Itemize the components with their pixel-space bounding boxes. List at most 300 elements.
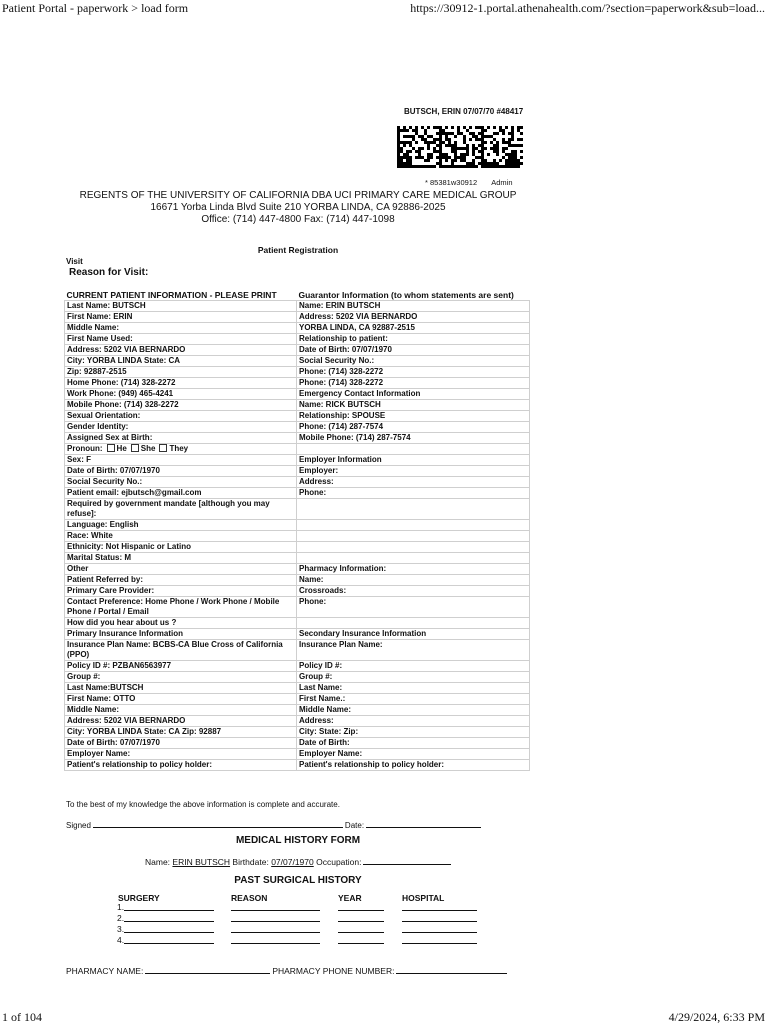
barcode-module — [493, 165, 496, 168]
barcode-module — [463, 153, 466, 156]
pronoun-label: Pronoun: — [67, 444, 103, 453]
barcode-module — [514, 159, 517, 162]
barcode-module — [439, 126, 442, 129]
barcode-module — [412, 135, 415, 138]
right-cell: Date of Birth: — [297, 738, 530, 749]
barcode-module — [427, 141, 430, 144]
table-row — [65, 640, 530, 661]
barcode-module — [442, 156, 445, 159]
table-row — [65, 312, 530, 323]
barcode-module — [487, 126, 490, 129]
surgery-row — [117, 935, 124, 945]
barcode-module — [493, 126, 496, 129]
barcode-module — [511, 165, 514, 168]
year-field[interactable] — [338, 913, 384, 922]
left-cell: Required by government mandate [although you may refuse]: — [65, 499, 297, 520]
barcode-module — [427, 153, 430, 156]
barcode-module — [403, 153, 406, 156]
right-cell — [297, 553, 530, 564]
right-cell: Last Name: — [297, 683, 530, 694]
barcode-module — [427, 126, 430, 129]
barcode-module — [472, 153, 475, 156]
barcode-module — [520, 156, 523, 159]
right-cell: Middle Name: — [297, 705, 530, 716]
barcode-module — [517, 165, 520, 168]
barcode-module — [448, 165, 451, 168]
barcode-user: Admin — [491, 178, 513, 187]
barcode-module — [517, 162, 520, 165]
left-cell: Address: 5202 VIA BERNARDO — [65, 716, 297, 727]
right-cell: Employer Information — [297, 455, 530, 466]
table-row — [65, 422, 530, 433]
barcode-module — [439, 162, 442, 165]
barcode-module — [415, 129, 418, 132]
table-row — [65, 564, 530, 575]
right-cell: Address: — [297, 477, 530, 488]
right-cell: Phone: (714) 328-2272 — [297, 367, 530, 378]
barcode-module — [499, 129, 502, 132]
table-row — [65, 531, 530, 542]
barcode-module — [511, 129, 514, 132]
table-row — [65, 672, 530, 683]
barcode-module — [505, 153, 508, 156]
table-row — [65, 433, 530, 444]
barcode-module — [457, 156, 460, 159]
barcode-module — [418, 165, 421, 168]
table-row — [65, 661, 530, 672]
barcode-module — [406, 165, 409, 168]
right-cell — [297, 444, 530, 455]
barcode-module — [418, 150, 421, 153]
barcode-module — [430, 141, 433, 144]
barcode-module — [433, 126, 436, 129]
barcode-module — [400, 129, 403, 132]
barcode-module — [439, 144, 442, 147]
barcode-module — [427, 135, 430, 138]
barcode-module — [493, 159, 496, 162]
right-cell: Phone: — [297, 597, 530, 618]
barcode-module — [478, 150, 481, 153]
barcode-module — [424, 138, 427, 141]
barcode-module — [412, 129, 415, 132]
barcode-module — [433, 141, 436, 144]
barcode-module — [415, 132, 418, 135]
signature-field[interactable] — [93, 819, 343, 828]
barcode-module — [463, 126, 466, 129]
barcode-module — [406, 156, 409, 159]
left-cell: Patient's relationship to policy holder: — [65, 760, 297, 771]
barcode-module — [427, 165, 430, 168]
barcode-module — [463, 138, 466, 141]
visit-label: Visit — [66, 257, 83, 266]
barcode-module — [418, 153, 421, 156]
barcode-module — [466, 162, 469, 165]
left-cell: First Name: OTTO — [65, 694, 297, 705]
barcode-module — [496, 165, 499, 168]
barcode-module — [445, 132, 448, 135]
barcode-module — [454, 135, 457, 138]
year-field[interactable] — [338, 935, 384, 944]
barcode-module — [493, 147, 496, 150]
pharmacy-phone-field[interactable] — [396, 965, 507, 974]
hospital-field[interactable] — [402, 935, 477, 944]
reason-field[interactable] — [231, 902, 320, 911]
barcode-module — [481, 144, 484, 147]
pronoun-checkbox[interactable] — [131, 444, 139, 452]
right-cell: Relationship to patient: — [297, 334, 530, 345]
row-number: 3. — [117, 924, 125, 934]
barcode-module — [409, 162, 412, 165]
reason-field[interactable] — [231, 935, 320, 944]
left-cell: Sexual Orientation: — [65, 411, 297, 422]
barcode-module — [442, 132, 445, 135]
barcode-module — [520, 138, 523, 141]
right-cell: City: State: Zip: — [297, 727, 530, 738]
barcode-module — [427, 144, 430, 147]
left-cell — [65, 444, 297, 455]
surgery-field[interactable] — [124, 935, 214, 944]
barcode-module — [463, 159, 466, 162]
barcode-module — [445, 153, 448, 156]
barcode-module — [517, 144, 520, 147]
barcode-module — [436, 162, 439, 165]
barcode-module — [517, 159, 520, 162]
table-row — [65, 367, 530, 378]
hospital-field[interactable] — [402, 902, 477, 911]
barcode-module — [424, 159, 427, 162]
year-field[interactable] — [338, 902, 384, 911]
barcode-module — [508, 144, 511, 147]
barcode-module — [439, 165, 442, 168]
barcode-module — [400, 165, 403, 168]
barcode-module — [475, 165, 478, 168]
barcode-module — [508, 153, 511, 156]
table-row — [65, 345, 530, 356]
barcode-module — [478, 162, 481, 165]
barcode-module — [472, 135, 475, 138]
left-cell: Language: English — [65, 520, 297, 531]
barcode-module — [502, 132, 505, 135]
barcode-module — [502, 138, 505, 141]
barcode-module — [502, 165, 505, 168]
barcode-module — [421, 156, 424, 159]
barcode-module — [484, 135, 487, 138]
table-row — [65, 629, 530, 640]
barcode-module — [406, 129, 409, 132]
reason-field[interactable] — [231, 913, 320, 922]
table-row — [65, 334, 530, 345]
left-cell: Mobile Phone: (714) 328-2272 — [65, 400, 297, 411]
left-cell: Middle Name: — [65, 705, 297, 716]
barcode-module — [475, 156, 478, 159]
barcode-module — [400, 141, 403, 144]
right-cell: Group #: — [297, 672, 530, 683]
barcode-module — [406, 141, 409, 144]
barcode-module — [481, 129, 484, 132]
surgery-field[interactable] — [124, 913, 214, 922]
medical-history-name-line — [145, 856, 451, 867]
barcode-module — [472, 159, 475, 162]
barcode-module — [496, 132, 499, 135]
barcode-module — [421, 165, 424, 168]
barcode-module — [457, 132, 460, 135]
barcode-module — [430, 153, 433, 156]
barcode-module — [466, 144, 469, 147]
registration-table — [64, 290, 530, 771]
barcode-module — [457, 129, 460, 132]
barcode-module — [469, 132, 472, 135]
barcode-module — [478, 156, 481, 159]
left-cell: City: YORBA LINDA State: CA — [65, 356, 297, 367]
table-row — [65, 499, 530, 520]
barcode-module — [469, 162, 472, 165]
table-row — [65, 400, 530, 411]
barcode-module — [436, 156, 439, 159]
left-cell: Work Phone: (949) 465-4241 — [65, 389, 297, 400]
right-cell: Guarantor Information (to whom statements are sent) — [298, 290, 514, 300]
barcode-module — [454, 144, 457, 147]
table-row — [65, 694, 530, 705]
barcode-module — [472, 147, 475, 150]
barcode-module — [448, 156, 451, 159]
right-cell: Pharmacy Information: — [297, 564, 530, 575]
barcode-module — [412, 165, 415, 168]
occupation-field[interactable] — [363, 856, 451, 865]
signed-label: Signed — [66, 821, 91, 830]
attestation-text: To the best of my knowledge the above information is complete and accurate. — [66, 800, 340, 809]
barcode-module — [442, 165, 445, 168]
barcode-module — [457, 165, 460, 168]
barcode-module — [448, 138, 451, 141]
barcode-module — [445, 159, 448, 162]
barcode-module — [454, 141, 457, 144]
hospital-field[interactable] — [402, 913, 477, 922]
barcode-module — [439, 156, 442, 159]
patient-id-label: BUTSCH, ERIN 07/07/70 #48417 — [404, 107, 524, 116]
organization-header — [0, 190, 596, 226]
barcode-module — [439, 132, 442, 135]
barcode-module — [424, 132, 427, 135]
barcode-module — [454, 165, 457, 168]
barcode-module — [463, 135, 466, 138]
table-row — [65, 323, 530, 334]
surgery-field[interactable] — [124, 902, 214, 911]
barcode-module — [424, 129, 427, 132]
reason-for-visit-label: Reason for Visit: — [69, 267, 149, 278]
barcode-module — [415, 165, 418, 168]
barcode-module — [418, 156, 421, 159]
barcode-module — [496, 144, 499, 147]
barcode-module — [433, 147, 436, 150]
pronoun-checkbox[interactable] — [159, 444, 167, 452]
barcode-module — [472, 132, 475, 135]
barcode-module — [490, 141, 493, 144]
occupation-label: Occupation: — [316, 857, 362, 867]
right-cell: Phone: — [297, 488, 530, 499]
barcode-module — [499, 126, 502, 129]
barcode-module — [409, 150, 412, 153]
barcode-module — [445, 165, 448, 168]
barcode-module — [397, 147, 400, 150]
pronoun-option-label: They — [169, 444, 189, 453]
barcode-module — [403, 156, 406, 159]
barcode-module — [478, 126, 481, 129]
barcode-module — [397, 138, 400, 141]
barcode-module — [481, 153, 484, 156]
barcode-module — [397, 132, 400, 135]
reason-field[interactable] — [231, 924, 320, 933]
barcode-module — [511, 132, 514, 135]
barcode-module — [460, 156, 463, 159]
barcode-module — [502, 129, 505, 132]
barcode-module — [439, 150, 442, 153]
barcode-module — [520, 132, 523, 135]
org-name: REGENTS OF THE UNIVERSITY OF CALIFORNIA DBA UCI PRIMARY CARE MEDICAL GROUP — [79, 190, 517, 201]
left-cell: Date of Birth: 07/07/1970 — [65, 466, 297, 477]
barcode-module — [412, 138, 415, 141]
barcode-module — [511, 153, 514, 156]
barcode-module — [400, 150, 403, 153]
barcode-module — [409, 135, 412, 138]
barcode-module — [403, 126, 406, 129]
barcode-module — [448, 141, 451, 144]
pronoun-option-label: He — [116, 444, 127, 453]
left-cell: How did you hear about us ? — [65, 618, 297, 629]
barcode-module — [475, 138, 478, 141]
barcode-module — [478, 138, 481, 141]
left-cell: Employer Name: — [65, 749, 297, 760]
barcode-module — [487, 153, 490, 156]
table-row — [65, 738, 530, 749]
barcode-module — [514, 156, 517, 159]
hospital-field[interactable] — [402, 924, 477, 933]
barcode-module — [511, 135, 514, 138]
barcode-module — [397, 150, 400, 153]
barcode-module — [466, 147, 469, 150]
left-cell: Last Name: BUTSCH — [65, 301, 297, 312]
date-field[interactable] — [366, 819, 481, 828]
barcode-module — [472, 150, 475, 153]
barcode-module — [397, 156, 400, 159]
year-field[interactable] — [338, 924, 384, 933]
barcode-module — [496, 150, 499, 153]
barcode-module — [406, 153, 409, 156]
barcode-module — [421, 126, 424, 129]
barcode-module — [424, 165, 427, 168]
barcode-module — [409, 126, 412, 129]
left-cell: Address: 5202 VIA BERNARDO — [65, 345, 297, 356]
table-row — [65, 749, 530, 760]
barcode-module — [403, 165, 406, 168]
barcode-module — [484, 159, 487, 162]
barcode-module — [502, 156, 505, 159]
barcode-module — [466, 150, 469, 153]
barcode-module — [412, 147, 415, 150]
barcode-module — [481, 135, 484, 138]
barcode-module — [454, 156, 457, 159]
left-cell: Race: White — [65, 531, 297, 542]
left-cell: Marital Status: M — [65, 553, 297, 564]
barcode-module — [460, 147, 463, 150]
right-cell: Policy ID #: — [297, 661, 530, 672]
table-row — [65, 301, 530, 312]
right-cell: Date of Birth: 07/07/1970 — [297, 345, 530, 356]
hospital-column-header: HOSPITAL — [402, 893, 445, 903]
table-row — [65, 760, 530, 771]
barcode-module — [520, 162, 523, 165]
left-cell: Last Name:BUTSCH — [65, 683, 297, 694]
barcode-module — [487, 162, 490, 165]
table-row — [65, 618, 530, 629]
print-datetime: 4/29/2024, 6:33 PM — [668, 1010, 765, 1024]
barcode-module — [406, 159, 409, 162]
right-cell: Insurance Plan Name: — [297, 640, 530, 661]
barcode-module — [493, 138, 496, 141]
barcode-module — [508, 159, 511, 162]
right-cell: YORBA LINDA, CA 92887-2515 — [297, 323, 530, 334]
barcode-module — [508, 165, 511, 168]
barcode-module — [481, 162, 484, 165]
barcode-module — [463, 156, 466, 159]
table-row — [65, 378, 530, 389]
barcode-module — [460, 165, 463, 168]
barcode-module — [436, 126, 439, 129]
right-cell: Phone: (714) 328-2272 — [297, 378, 530, 389]
barcode-module — [508, 138, 511, 141]
barcode-module — [508, 132, 511, 135]
barcode-module — [484, 147, 487, 150]
pronoun-checkbox[interactable] — [107, 444, 115, 452]
barcode-module — [451, 126, 454, 129]
barcode-module — [427, 156, 430, 159]
barcode-module — [403, 144, 406, 147]
birthdate-value: 07/07/1970 — [271, 857, 314, 867]
barcode-module — [484, 162, 487, 165]
barcode-module — [433, 165, 436, 168]
left-cell: Patient Referred by: — [65, 575, 297, 586]
barcode-module — [487, 135, 490, 138]
barcode-module — [469, 138, 472, 141]
left-cell: Sex: F — [65, 455, 297, 466]
surgery-field[interactable] — [124, 924, 214, 933]
barcode-module — [472, 162, 475, 165]
barcode-module — [397, 159, 400, 162]
barcode-module — [442, 129, 445, 132]
barcode-module — [451, 150, 454, 153]
left-cell: Primary Insurance Information — [65, 629, 297, 640]
pharmacy-name-label: PHARMACY NAME: — [66, 966, 144, 976]
barcode-module — [493, 132, 496, 135]
barcode-module — [433, 150, 436, 153]
right-cell: Emergency Contact Information — [297, 389, 530, 400]
pharmacy-name-field[interactable] — [145, 965, 270, 974]
barcode-module — [430, 135, 433, 138]
right-cell: Patient's relationship to policy holder: — [297, 760, 530, 771]
barcode-module — [466, 165, 469, 168]
barcode-module — [397, 135, 400, 138]
barcode-module — [481, 147, 484, 150]
barcode-module — [439, 141, 442, 144]
birthdate-label: Birthdate: — [232, 857, 269, 867]
right-cell: Name: ERIN BUTSCH — [297, 301, 530, 312]
table-row — [65, 356, 530, 367]
left-cell: Other — [65, 564, 297, 575]
barcode-module — [466, 153, 469, 156]
pharmacy-line — [66, 965, 507, 976]
barcode-module — [499, 159, 502, 162]
barcode-module — [400, 162, 403, 165]
surgery-column-header: SURGERY — [118, 893, 160, 903]
